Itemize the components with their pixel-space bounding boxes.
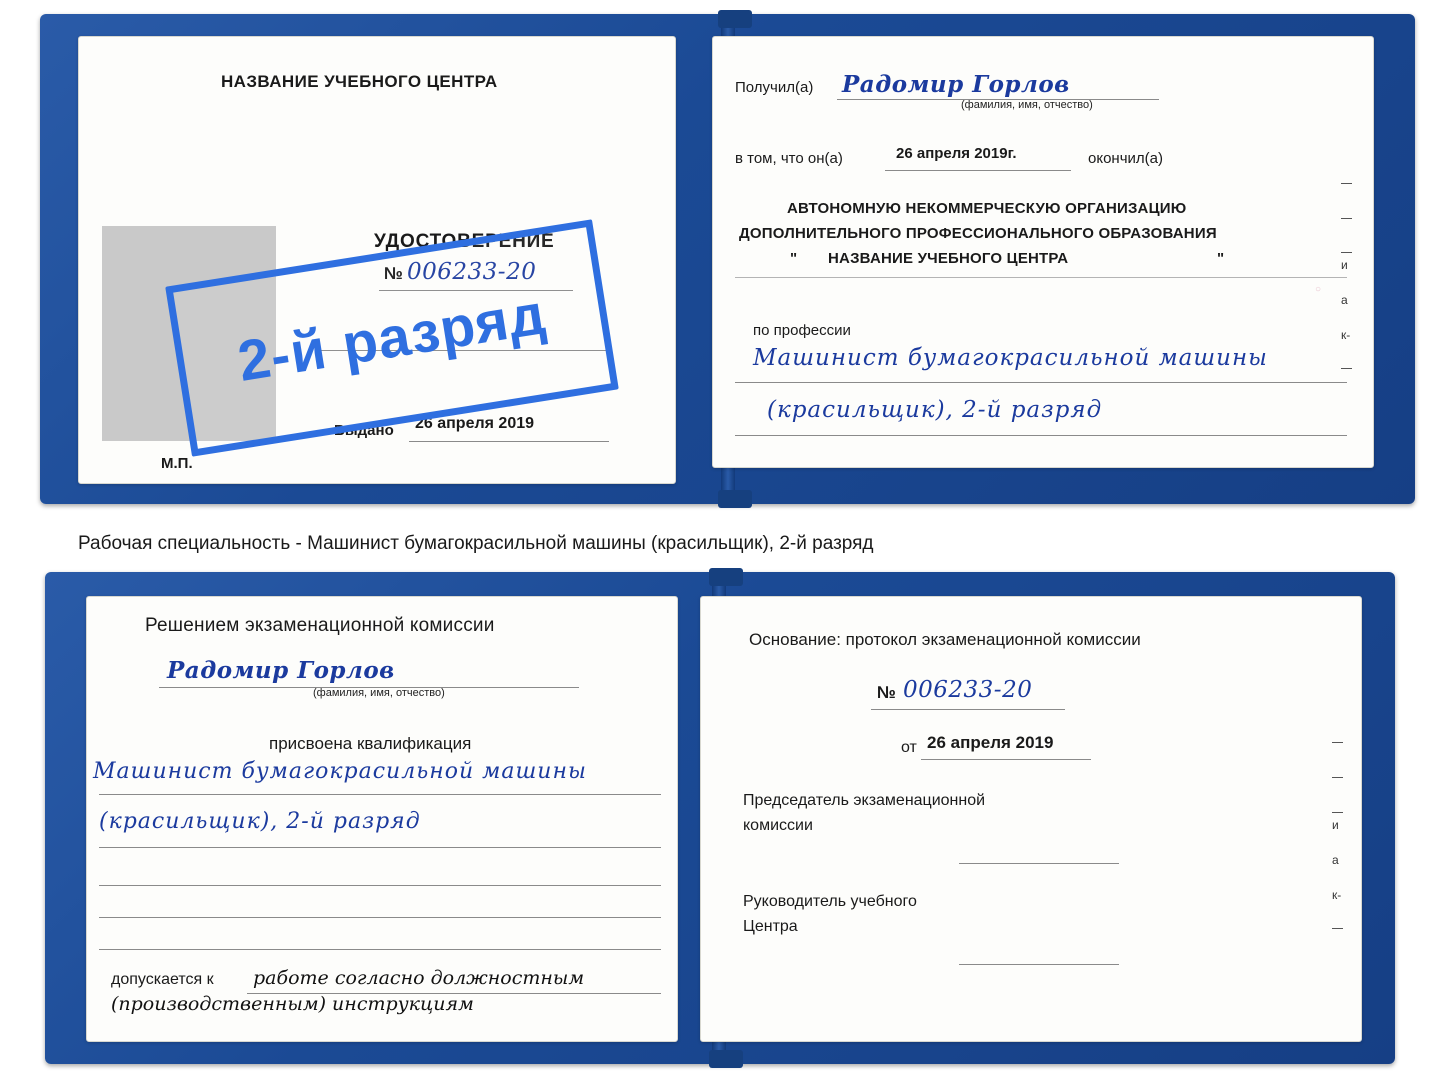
qualification-rule-2 (99, 847, 661, 848)
center-name-top-left: НАЗВАНИЕ УЧЕБНОГО ЦЕНТРА (221, 72, 498, 91)
watermark-rank-stamp: 2-й разряд (165, 219, 619, 456)
qualification-line-2: (красильщик), 2-й разряд (99, 809, 421, 834)
qualification-rule-1 (99, 794, 661, 795)
head-line-1: Руководитель учебного (743, 893, 917, 910)
blank-rule-b-2 (99, 917, 661, 918)
name-hint-top: (фамилия, имя, отчество) (961, 99, 1093, 111)
admitted-label: допускается к (111, 971, 214, 988)
protocol-date-label: от (901, 739, 917, 756)
edge-note-top-2: а (1341, 293, 1348, 307)
basis-label: Основание: протокол экзаменационной комиссии (749, 630, 1141, 649)
faint-stamp-mark: ○ (1315, 284, 1322, 295)
profession-line-1: Машинист бумагокрасильной машины (753, 345, 1268, 371)
edge-dash-top-3 (1341, 252, 1352, 253)
seal-label: М.П. (161, 455, 193, 472)
org-line-2: ДОПОЛНИТЕЛЬНОГО ПРОФЕССИОНАЛЬНОГО ОБРАЗОВАНИЯ (739, 225, 1217, 242)
profession-rule-1 (735, 382, 1347, 383)
edge-note-top-1: и (1341, 258, 1348, 272)
edge-dash-top-2 (1341, 218, 1352, 219)
org-line-1: АВТОНОМНУЮ НЕКОММЕРЧЕСКУЮ ОРГАНИЗАЦИЮ (787, 200, 1187, 217)
head-line-2: Центра (743, 918, 798, 935)
edge-dash-bottom-3 (1332, 812, 1343, 813)
commission-heading: Решением экзаменационной комиссии (145, 615, 495, 636)
issued-date: 26 апреля 2019 (415, 415, 535, 432)
org-quote-close: " (1217, 250, 1225, 267)
org-quote-open: " (790, 250, 798, 267)
profession-line-2: (красильщик), 2-й разряд (767, 397, 1103, 423)
booklet-tab-top (718, 10, 752, 28)
name-hint-bottom: (фамилия, имя, отчество) (313, 687, 445, 699)
admitted-line-2: (производственным) инструкциям (111, 993, 474, 1015)
protocol-date: 26 апреля 2019 (927, 733, 1054, 752)
certificate-title: УДОСТОВЕРЕНИЕ (374, 231, 555, 252)
protocol-number-symbol: № (877, 683, 896, 702)
org-rule (735, 277, 1347, 278)
in-that-label: в том, что он(а) (735, 150, 843, 167)
assigned-label: присвоена квалификация (269, 734, 472, 753)
edge-dash-bottom-4 (1332, 928, 1343, 929)
qualification-line-1: Машинист бумагокрасильной машины (93, 759, 587, 784)
finish-date-rule (885, 170, 1071, 171)
admitted-line-1: работе согласно должностным (253, 967, 585, 989)
booklet-tab-bottom-top (709, 568, 743, 586)
certificate-number: 006233-20 (407, 259, 537, 285)
edge-note-bottom-1: и (1332, 818, 1339, 832)
head-signature-rule (959, 964, 1119, 965)
finish-date: 26 апреля 2019г. (896, 145, 1017, 162)
received-name: Радомир Горлов (842, 71, 1070, 98)
protocol-number: 006233-20 (903, 677, 1033, 703)
protocol-number-rule (871, 709, 1065, 710)
number-symbol-top: № (384, 264, 403, 283)
chairman-signature-rule (959, 863, 1119, 864)
finished-label: окончил(а) (1088, 150, 1163, 167)
blank-rule-b-3 (99, 949, 661, 950)
received-label: Получил(а) (735, 79, 814, 96)
edge-dash-top-4 (1341, 368, 1352, 369)
edge-dash-top-1 (1341, 183, 1352, 184)
edge-note-bottom-3: к- (1332, 888, 1342, 902)
issued-rule (409, 441, 609, 442)
org-name: НАЗВАНИЕ УЧЕБНОГО ЦЕНТРА (828, 250, 1069, 267)
page-left-bottom (86, 596, 678, 1042)
page-right-bottom (700, 596, 1362, 1042)
chairman-line-2: комиссии (743, 817, 813, 834)
page-caption: Рабочая специальность - Машинист бумагокрасильной машины (красильщик), 2-й разряд (78, 533, 874, 554)
issued-label: Выдано (334, 422, 394, 439)
booklet-tab-bottom (718, 490, 752, 508)
profession-rule-2 (735, 435, 1347, 436)
page-right-top (712, 36, 1374, 468)
assignee-name: Радомир Горлов (167, 657, 395, 684)
edge-dash-bottom-1 (1332, 742, 1343, 743)
chairman-line-1: Председатель экзаменационной (743, 792, 986, 809)
edge-dash-bottom-2 (1332, 777, 1343, 778)
edge-note-top-3: к- (1341, 328, 1351, 342)
protocol-date-rule (921, 759, 1091, 760)
profession-label: по профессии (753, 322, 851, 339)
booklet-tab-bottom-bottom (709, 1050, 743, 1068)
blank-rule-b-1 (99, 885, 661, 886)
edge-note-bottom-2: а (1332, 853, 1339, 867)
